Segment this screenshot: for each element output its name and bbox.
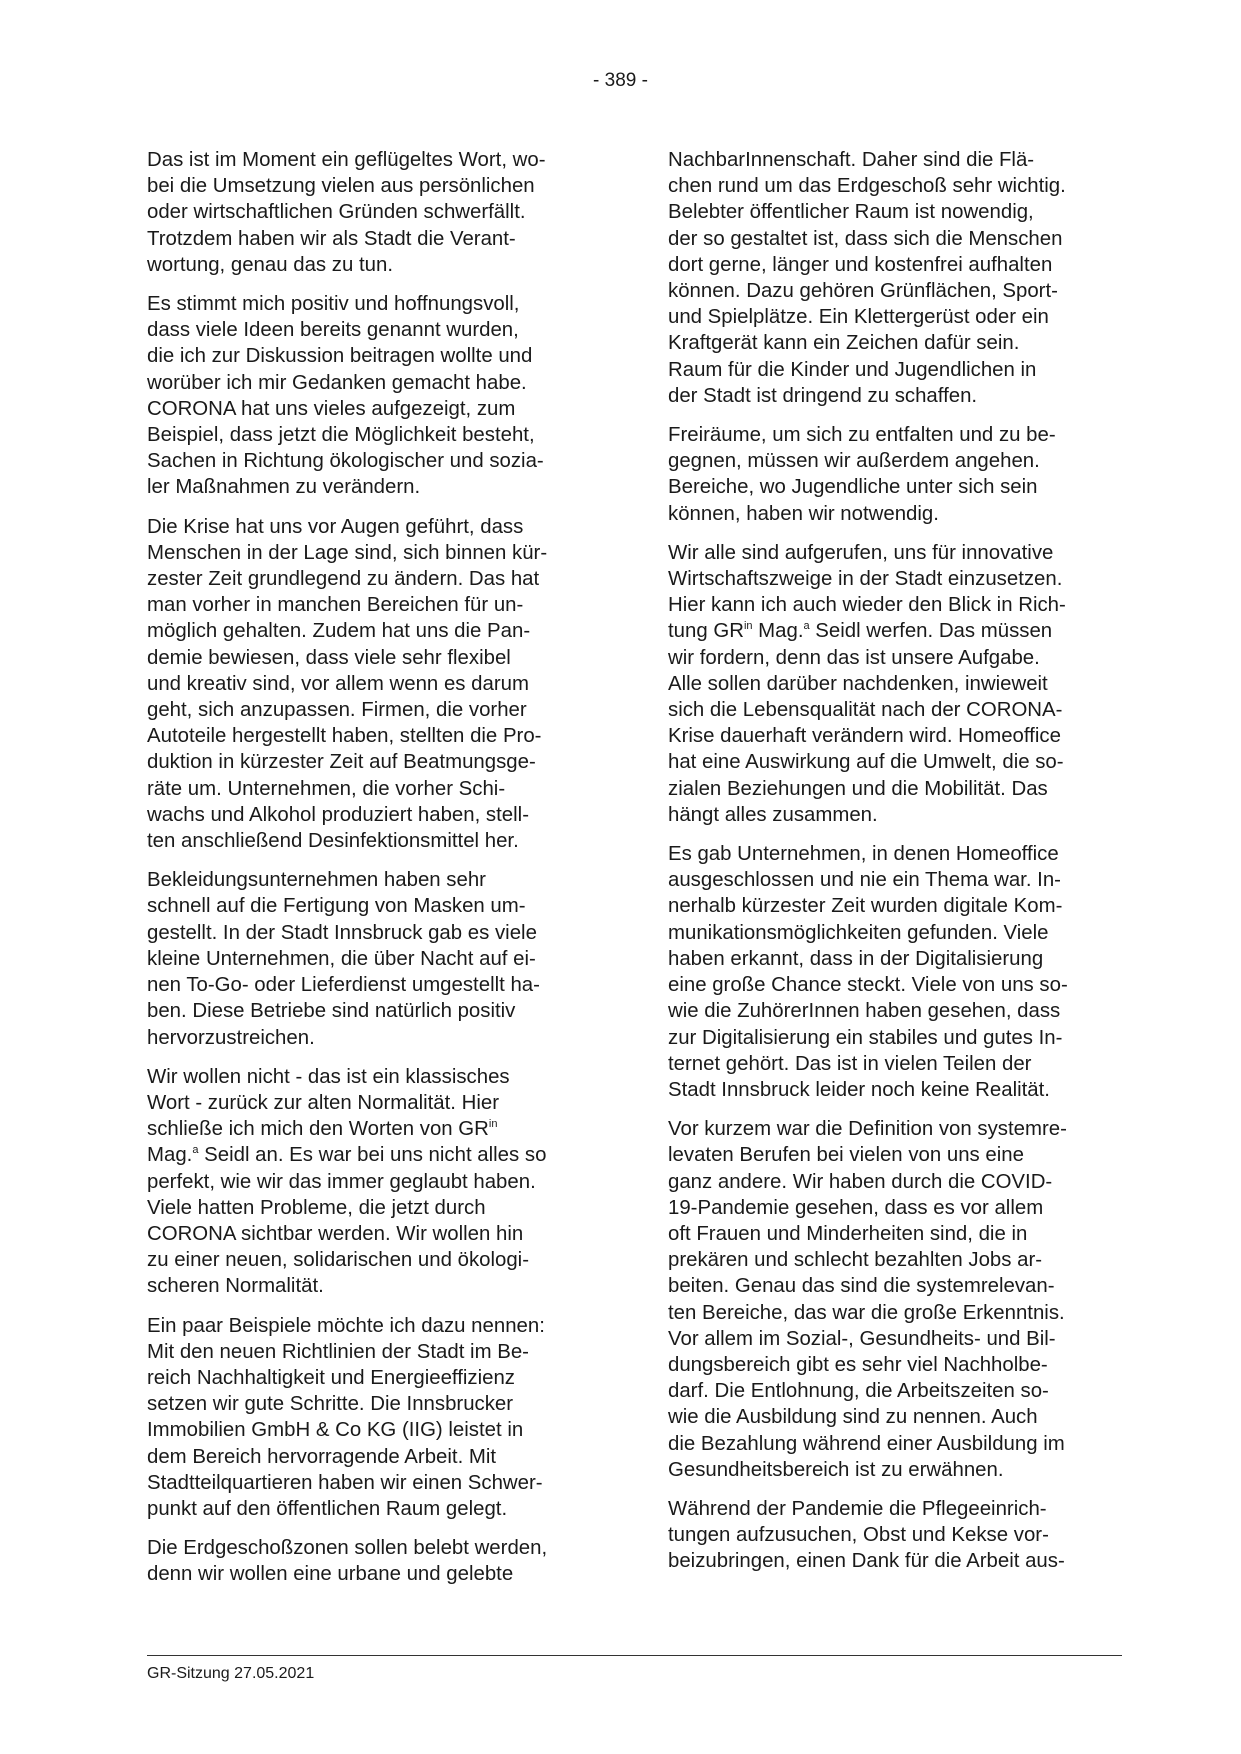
paragraph: Es stimmt mich positiv und hoffnungsvoll, dass viele Ideen bereits genannt wurden, die ich zur Diskussion beitragen wollte und worüber ich mir Gedanken gemacht habe. CORONA hat uns vieles aufgezeigt, zum Beispiel, dass jetzt die Möglichkeit besteht, Sachen in Richtung ökologischer und sozia- ler Maßnahmen zu verändern. [147, 293, 544, 499]
paragraph: Das ist im Moment ein geflügeltes Wort, wo- bei die Umsetzung vielen aus persönlichen oder wirtschaftlichen Gründen schwerfällt. Trotzdem haben wir als Stadt die Verant- wortung, genau das zu tun. [147, 149, 546, 276]
superscript: in [488, 1118, 498, 1131]
paragraph: Es gab Unternehmen, in denen Homeoffice ausgeschlossen und nie ein Thema war. In- nerhalb kürzester Zeit wurden digitale Kom- munikationsmöglichkeiten gefunden. Viele haben erkannt, dass in der Digitalisierung eine große Chance steckt. Viele von uns so- wie die ZuhörerInnen haben gesehen, dass zur Digitalisierung ein stabiles und gutes In- ternet gehört. Das ist in vielen Teilen der Stadt Innsbruck leider noch keine Realität. [668, 843, 1068, 1101]
paragraph: Vor kurzem war die Definition von systemre- levaten Berufen bei vielen von uns eine ganz andere. Wir haben durch die COVID- 19-Pandemie gesehen, dass es vor allem oft Frauen und Minderheiten sind, die in prekären und schlecht bezahlten Jobs ar- beiten. Genau das sind die systemrelevan- ten Bereiche, das war die große Erkenntnis. Vor allem im Sozial-, Gesundheits- und Bil- dungsbereich gibt es sehr viel Nachholbe- darf. Die Entlohnung, die Arbeitszeiten so- wie die Ausbildung sind zu nennen. Auch die Bezahlung während einer Ausbildung im Gesundheitsbereich ist zu erwähnen. [668, 1118, 1067, 1481]
left-column [147, 147, 592, 1601]
superscript: in [743, 620, 753, 633]
paragraph-text: Seidl werfen. Das müssen wir fordern, denn das ist unsere Aufgabe. Alle sollen darüber nachdenken, inwieweit sich die Lebensqualität nach der CORONA- Krise dauerhaft verändern wird. Homeoffice hat eine Auswirkung auf die Umwelt, die so- zialen Beziehungen und die Mobilität. Das hängt alles zusammen. [668, 620, 1064, 826]
superscript: a [803, 620, 810, 633]
footer-session-date: GR-Sitzung 27.05.2021 [147, 1665, 315, 1682]
paragraph-text: Seidl an. Es war bei uns nicht alles so perfekt, wie wir das immer geglaubt haben. Viele hatten Probleme, die jetzt durch CORONA sichtbar werden. Wir wollen hin zu einer neuen, solidarischen und ökologi- scheren Normalität. [147, 1144, 547, 1298]
paragraph-text: Mag. [147, 1144, 193, 1167]
paragraph-text: Wir alle sind aufgerufen, uns für innovative Wirtschaftszweige in der Stadt einzusetzen. Hier kann ich auch wieder den Blick in Rich- tung GR [668, 541, 1066, 643]
right-column [668, 147, 1113, 1588]
superscript: a [192, 1144, 199, 1157]
paragraph: Freiräume, um sich zu entfalten und zu be- gegnen, müssen wir außerdem angehen. Bereiche, wo Jugendliche unter sich sein können, haben wir notwendig. [668, 424, 1056, 525]
paragraph-text: Mag. [752, 620, 804, 643]
paragraph: Die Krise hat uns vor Augen geführt, dass Menschen in der Lage sind, sich binnen kür- zester Zeit grundlegend zu ändern. Das hat man vorher in manchen Bereichen für un- möglich gehalten. Zudem hat uns die Pan- demie bewiesen, dass viele sehr flexibel und kreativ sind, vor allem wenn es darum geht, sich anzupassen. Firmen, die vorher Autoteile hergestellt haben, stellten die Pro- duktion in kürzester Zeit auf Beatmungsge- räte um. Unternehmen, die vorher Schi- wachs und Alkohol produziert haben, stell- ten anschließend Desinfektionsmittel her. [147, 515, 548, 853]
page-number: - 389 - [593, 70, 648, 91]
footer-divider [147, 1655, 1122, 1656]
paragraph: NachbarInnenschaft. Daher sind die Flä- chen rund um das Erdgeschoß sehr wichtig. Belebter öffentlicher Raum ist nowendig, der so gestaltet ist, dass sich die Menschen dort gerne, länger und kostenfrei aufhalten können. Dazu gehören Grünflächen, Sport- und Spielplätze. Ein Klettergerüst oder ein Kraftgerät kann ein Zeichen dafür sein. Raum für die Kinder und Jugendlichen in der Stadt ist dringend zu schaffen. [668, 149, 1066, 407]
paragraph: Während der Pandemie die Pflegeeinrich- tungen aufzusuchen, Obst und Kekse vor- beizubringen, einen Dank für die Arbeit aus- [668, 1497, 1065, 1573]
paragraph [147, 1064, 592, 1300]
paragraph: Bekleidungsunternehmen haben sehr schnell auf die Fertigung von Masken um- gestellt. In der Stadt Innsbruck gab es viele kleine Unternehmen, die über Nacht auf ei- nen To-Go- oder Lieferdienst umgestellt ha- ben. Diese Betriebe sind natürlich positiv hervorzustreichen. [147, 869, 540, 1049]
paragraph-text: Wir wollen nicht - das ist ein klassisches Wort - zurück zur alten Normalität. Hier schließe ich mich den Worten von GR [147, 1065, 510, 1141]
paragraph [668, 540, 1113, 828]
paragraph: Die Erdgeschoßzonen sollen belebt werden, denn wir wollen eine urbane und gelebte [147, 1537, 548, 1586]
paragraph: Ein paar Beispiele möchte ich dazu nennen: Mit den neuen Richtlinien der Stadt im Be- reich Nachhaltigkeit und Energieeffizienz setzen wir gute Schritte. Die Innsbrucker Immobilien GmbH & Co KG (IIG) leistet in dem Bereich hervorragende Arbeit. Mit Stadtteilquartieren haben wir einen Schwer- punkt auf den öffentlichen Raum gelegt. [147, 1314, 545, 1520]
